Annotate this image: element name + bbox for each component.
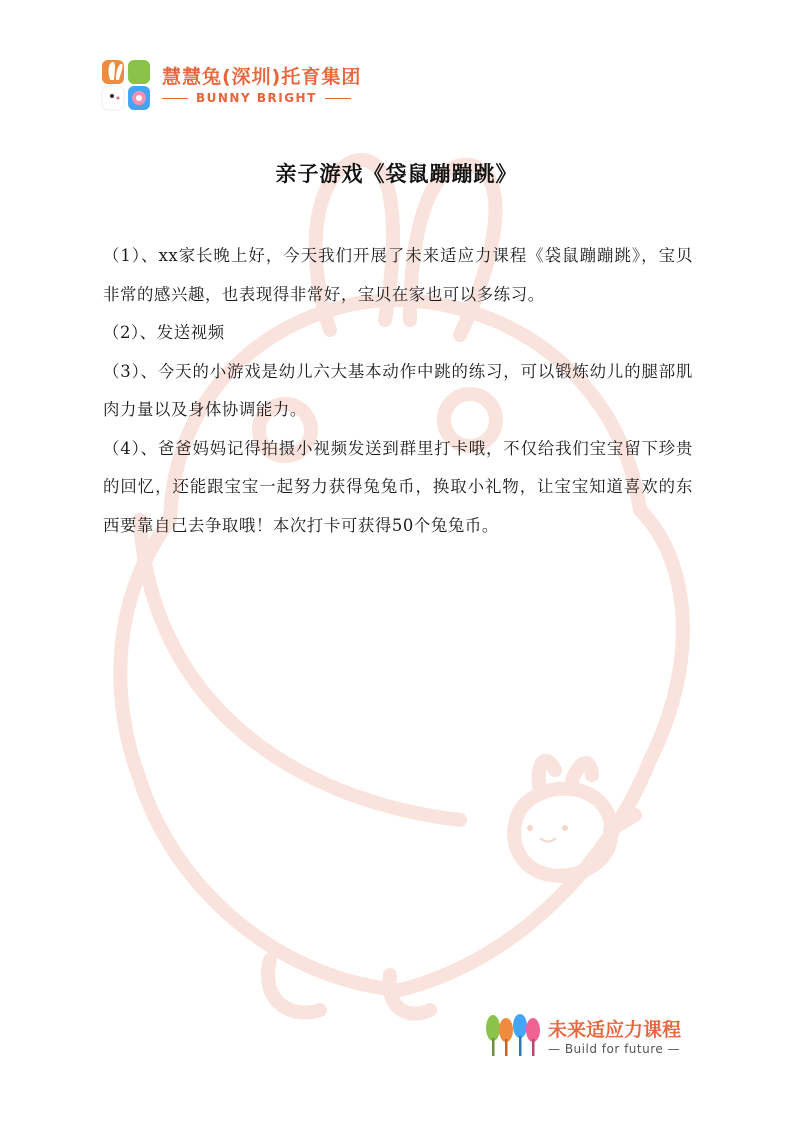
paragraph-1: （1）、xx家长晚上好，今天我们开展了未来适应力课程《袋鼠蹦蹦跳》，宝贝非常的感兴趣，也表现得非常好，宝贝在家也可以多练习。 (103, 246, 693, 304)
header-logo (100, 58, 380, 112)
paragraph-3: （3）、今天的小游戏是幼儿六大基本动作中跳的练习，可以锻炼幼儿的腿部肌肉力量以及身体协调能力。 (103, 361, 693, 419)
header-brand-cn: 慧慧兔(深圳)托育集团 (162, 66, 362, 88)
document-title: 亲子游戏《袋鼠蹦蹦跳》 (275, 161, 518, 186)
footer-brand-cn: 未来适应力课程 (548, 1019, 682, 1041)
header-brand-en-row (162, 90, 351, 106)
paragraph-2: （2）、发送视频 (103, 323, 225, 342)
divider (325, 98, 351, 99)
footer-logo (484, 1012, 696, 1060)
colorful-bunny-logo-icon (484, 1012, 542, 1058)
paragraph-4: （4）、爸爸妈妈记得拍摄小视频发送到群里打卡哦，不仅给我们宝宝留下珍贵的回忆，还能跟宝宝一起努力获得兔兔币，换取小礼物，让宝宝知道喜欢的东西要靠自己去争取哦！本次打卡可获得50个兔兔币。 (103, 438, 693, 535)
document-body (103, 237, 693, 545)
header-brand-en: BUNNY BRIGHT (196, 91, 317, 105)
divider (162, 98, 188, 99)
footer-slogan: — Build for future — (548, 1042, 681, 1056)
bunny-logo-icon (100, 58, 154, 112)
